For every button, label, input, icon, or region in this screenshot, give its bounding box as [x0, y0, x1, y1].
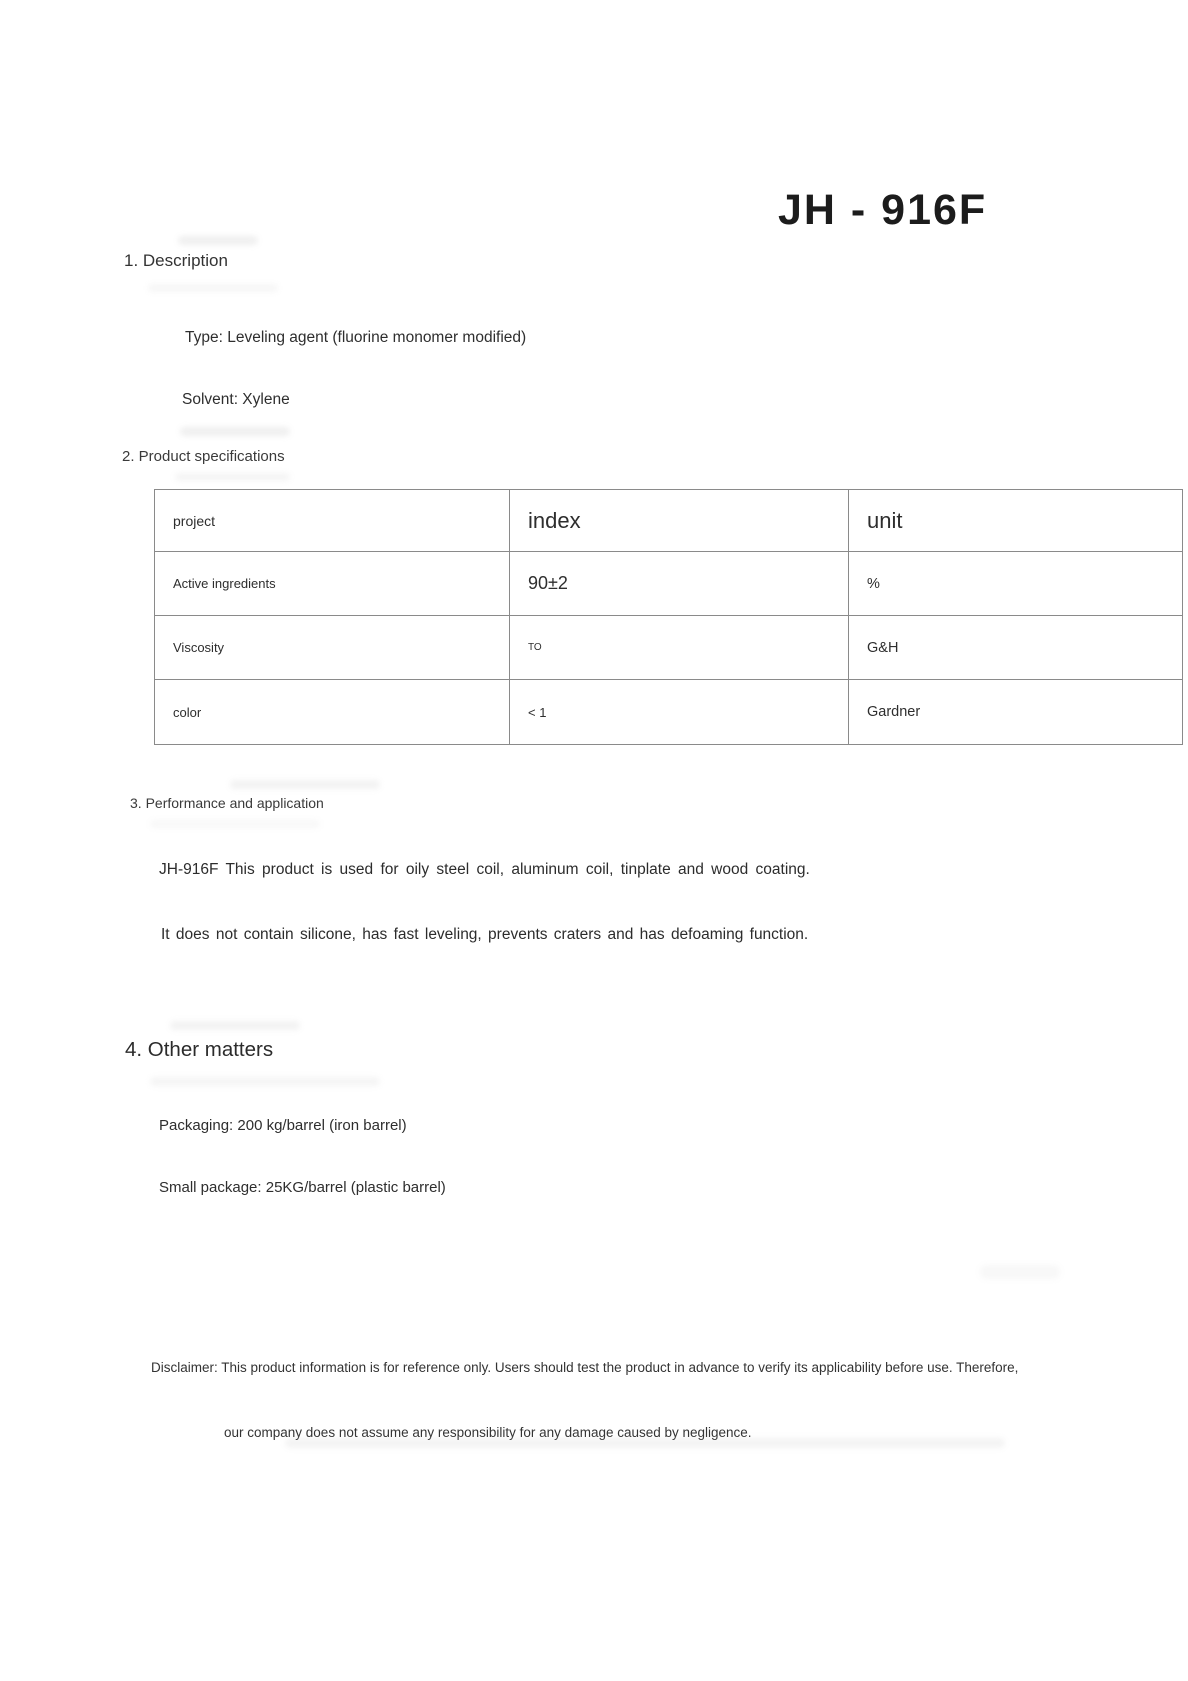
small-package-line: Small package: 25KG/barrel (plastic barrel): [159, 1179, 446, 1196]
description-type-line: Type: Leveling agent (fluorine monomer modified): [185, 329, 527, 346]
scan-artifact: [150, 820, 320, 828]
table-row: [155, 616, 1183, 680]
cell-active-ingredients-unit: %: [849, 552, 1183, 616]
scan-artifact: [180, 427, 290, 436]
table-header-row: [155, 490, 1183, 552]
cell-color: color: [155, 680, 510, 745]
scan-artifact: [285, 1438, 1005, 1448]
section-heading-specifications: 2. Product specifications: [122, 448, 285, 465]
disclaimer-line-2: our company does not assume any responsibility for any damage caused by negligence.: [224, 1425, 752, 1440]
cell-viscosity-index: TO: [510, 616, 849, 680]
specifications-table: [154, 489, 1183, 745]
cell-active-ingredients-index: 90±2: [510, 552, 849, 616]
scan-artifact: [170, 1021, 300, 1030]
scan-artifact: [230, 780, 380, 789]
scan-artifact: [175, 473, 290, 481]
scan-artifact: [980, 1265, 1060, 1279]
section-heading-other-matters: 4. Other matters: [125, 1038, 274, 1061]
cell-active-ingredients: Active ingredients: [155, 552, 510, 616]
disclaimer-line-1: Disclaimer: This product information is for reference only. Users should test the product in advance to verify its applicability before use. Therefore,: [151, 1360, 1019, 1375]
section-heading-description: 1. Description: [124, 251, 228, 270]
cell-color-index: < 1: [510, 680, 849, 745]
section-heading-performance: 3. Performance and application: [130, 795, 324, 811]
scan-artifact: [148, 284, 278, 292]
performance-paragraph-2: It does not contain silicone, has fast leveling, prevents craters and has defoaming function.: [161, 926, 809, 943]
scan-artifact: [150, 1077, 380, 1086]
table-header-unit: unit: [849, 490, 1183, 552]
cell-viscosity: Viscosity: [155, 616, 510, 680]
performance-paragraph-1: JH-916F This product is used for oily steel coil, aluminum coil, tinplate and wood coating.: [159, 861, 810, 878]
table-header-project: project: [155, 490, 510, 552]
table-header-index: index: [510, 490, 849, 552]
table-row: [155, 680, 1183, 745]
description-solvent-line: Solvent: Xylene: [182, 391, 290, 408]
table-row: [155, 552, 1183, 616]
cell-color-unit: Gardner: [849, 680, 1183, 745]
scan-artifact: [178, 236, 258, 245]
cell-viscosity-unit: G&H: [849, 616, 1183, 680]
packaging-line: Packaging: 200 kg/barrel (iron barrel): [159, 1117, 407, 1134]
product-title: JH - 916F: [778, 186, 988, 234]
